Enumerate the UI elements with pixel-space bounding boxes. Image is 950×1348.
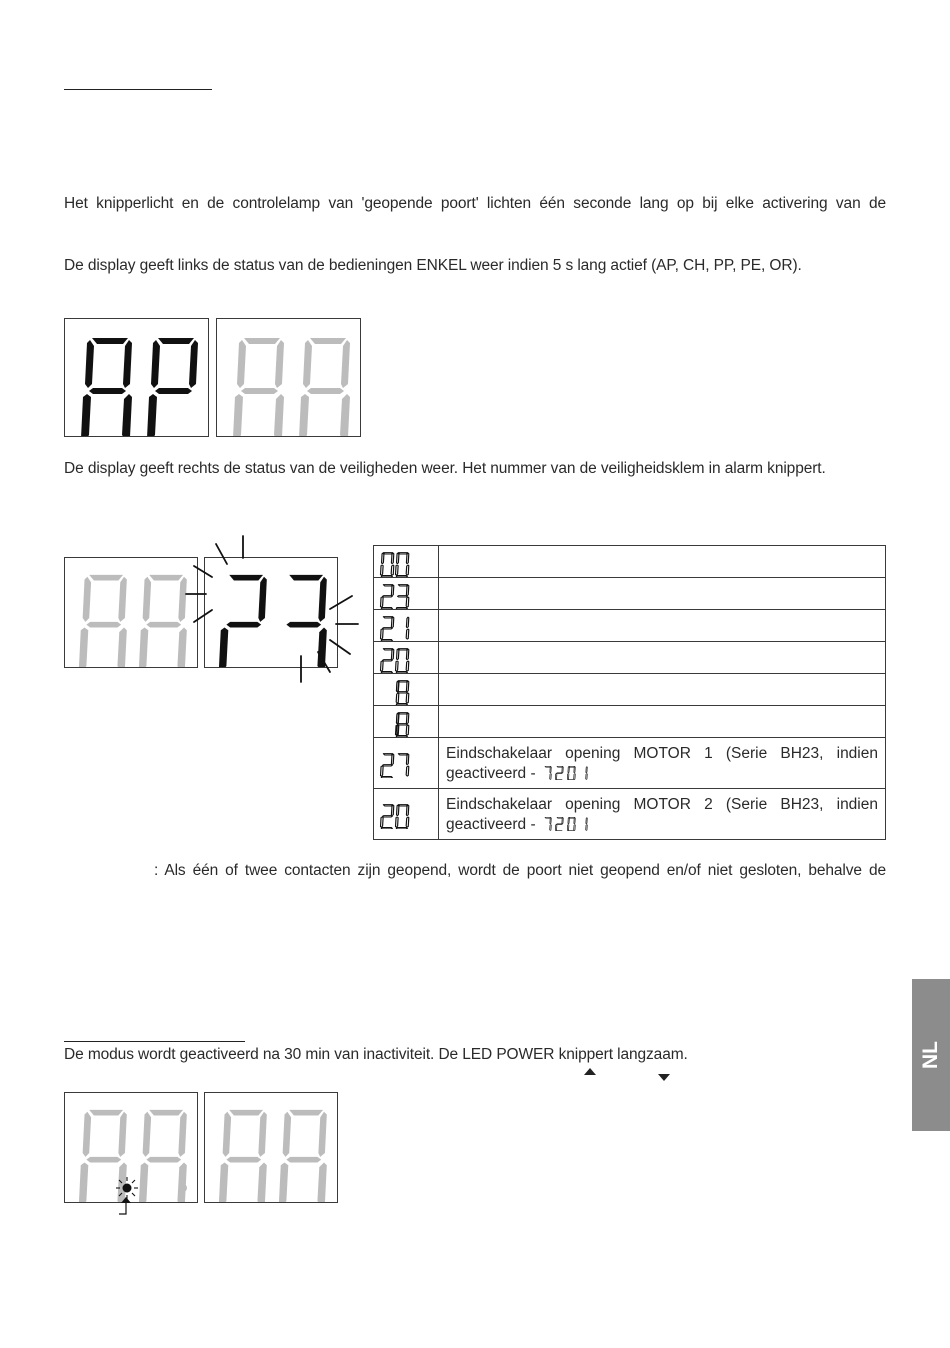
arrow-up-icon <box>584 1068 596 1075</box>
display-left-standby <box>64 1092 198 1203</box>
code-digit <box>381 616 394 640</box>
model-digit <box>555 817 563 831</box>
code-digit <box>381 552 394 576</box>
paragraph-right-display: De display geeft rechts de status van de veiligheden weer. Het nummer van de veiligheidsklem in alarm knippert. <box>64 460 826 477</box>
section-rule-standby <box>64 1041 245 1042</box>
segment-display-standby-left <box>65 1093 197 1202</box>
decimal-point-led <box>179 1184 187 1192</box>
safety-description-cell <box>439 706 886 738</box>
digit-off <box>219 1110 267 1202</box>
model-digit <box>545 766 551 779</box>
model-digit <box>567 766 575 780</box>
digit-off <box>79 575 127 667</box>
model-digit <box>545 817 551 830</box>
table-row <box>374 610 886 642</box>
safety-code-digits <box>374 547 438 577</box>
code-digit <box>381 584 394 608</box>
paragraph-standby: De modus wordt geactiveerd na 30 min van inactiviteit. De LED POWER knippert langzaam. <box>64 1046 688 1063</box>
segment-display-standby-right <box>205 1093 337 1202</box>
digit-off <box>279 1110 327 1202</box>
section-rule-top <box>64 89 212 90</box>
safety-description-cell <box>439 789 886 840</box>
blink-rays-icon <box>180 530 370 690</box>
description-line: Eindschakelaar opening MOTOR 2 (Serie BH23, indien <box>446 795 878 813</box>
segment-display-commands <box>65 319 208 436</box>
language-tab-label: NL <box>919 1041 942 1069</box>
table-row <box>374 546 886 578</box>
safety-status-table <box>373 545 886 840</box>
model-number-digits <box>543 766 591 780</box>
code-digit <box>381 805 394 829</box>
safety-code-digits <box>374 611 438 641</box>
code-digit <box>381 754 394 778</box>
display-left-idle <box>64 557 198 668</box>
safety-description-cell <box>439 610 886 642</box>
digit-p <box>147 338 198 436</box>
display-right-safeties <box>216 318 361 437</box>
paragraph-flasher: Het knipperlicht en de controlelamp van 'geopende poort' lichten één seconde lang op bij elke activering van de <box>64 195 886 212</box>
safety-code-digits <box>374 643 438 673</box>
table-row <box>374 578 886 610</box>
code-digit <box>396 648 409 672</box>
safety-code-digits <box>374 707 438 737</box>
safety-code-cell <box>374 789 439 840</box>
digit-a <box>81 338 132 436</box>
safety-code-cell <box>374 642 439 674</box>
model-digit <box>555 766 563 780</box>
description-line: Eindschakelaar opening MOTOR 1 (Serie BH23, indien <box>446 744 878 762</box>
model-digit <box>586 817 588 830</box>
safety-description-cell <box>439 578 886 610</box>
safety-code-cell <box>374 738 439 789</box>
code-digit <box>396 712 409 736</box>
digit-off <box>299 338 350 436</box>
paragraph-contacts-note: : Als één of twee contacten zijn geopend, wordt de poort niet geopend en/of niet gesloten, behalve de <box>154 862 886 879</box>
model-number-digits <box>543 817 591 831</box>
description-text: geactiveerd - <box>446 815 540 833</box>
safety-code-digits <box>374 579 438 609</box>
model-digit <box>586 766 588 779</box>
table-row <box>374 706 886 738</box>
segment-display-safeties-off <box>217 319 360 436</box>
code-digit <box>396 805 409 829</box>
description-line <box>446 815 878 835</box>
segment-display-idle <box>65 558 197 667</box>
safety-code-cell <box>374 578 439 610</box>
dot-pointer-icon <box>108 1196 138 1220</box>
safety-code-cell <box>374 546 439 578</box>
code-digit <box>406 617 409 639</box>
safety-code-cell <box>374 610 439 642</box>
code-digit <box>396 584 408 608</box>
table-row <box>374 738 886 789</box>
display-left-commands <box>64 318 209 437</box>
display-right-standby <box>204 1092 338 1203</box>
safety-code-digits <box>374 748 438 778</box>
paragraph-left-display: De display geeft links de status van de bedieningen ENKEL weer indien 5 s lang actief (AP, CH, PP, PE, OR). <box>64 257 802 274</box>
safety-code-digits <box>374 675 438 705</box>
table-row <box>374 642 886 674</box>
code-digit <box>396 552 409 576</box>
safety-code-cell <box>374 674 439 706</box>
language-tab <box>912 979 950 1131</box>
safety-description-cell <box>439 674 886 706</box>
table-row <box>374 674 886 706</box>
safety-code-digits <box>374 799 438 829</box>
digit-off <box>233 338 284 436</box>
description-text: geactiveerd - <box>446 764 540 782</box>
model-digit <box>567 817 575 831</box>
description-line <box>446 764 878 784</box>
code-digit <box>398 754 408 776</box>
table-row <box>374 789 886 840</box>
code-digit <box>381 648 394 672</box>
safety-description-cell <box>439 642 886 674</box>
arrow-down-icon <box>658 1074 670 1081</box>
safety-description-cell <box>439 738 886 789</box>
safety-description-cell <box>439 546 886 578</box>
safety-code-cell <box>374 706 439 738</box>
